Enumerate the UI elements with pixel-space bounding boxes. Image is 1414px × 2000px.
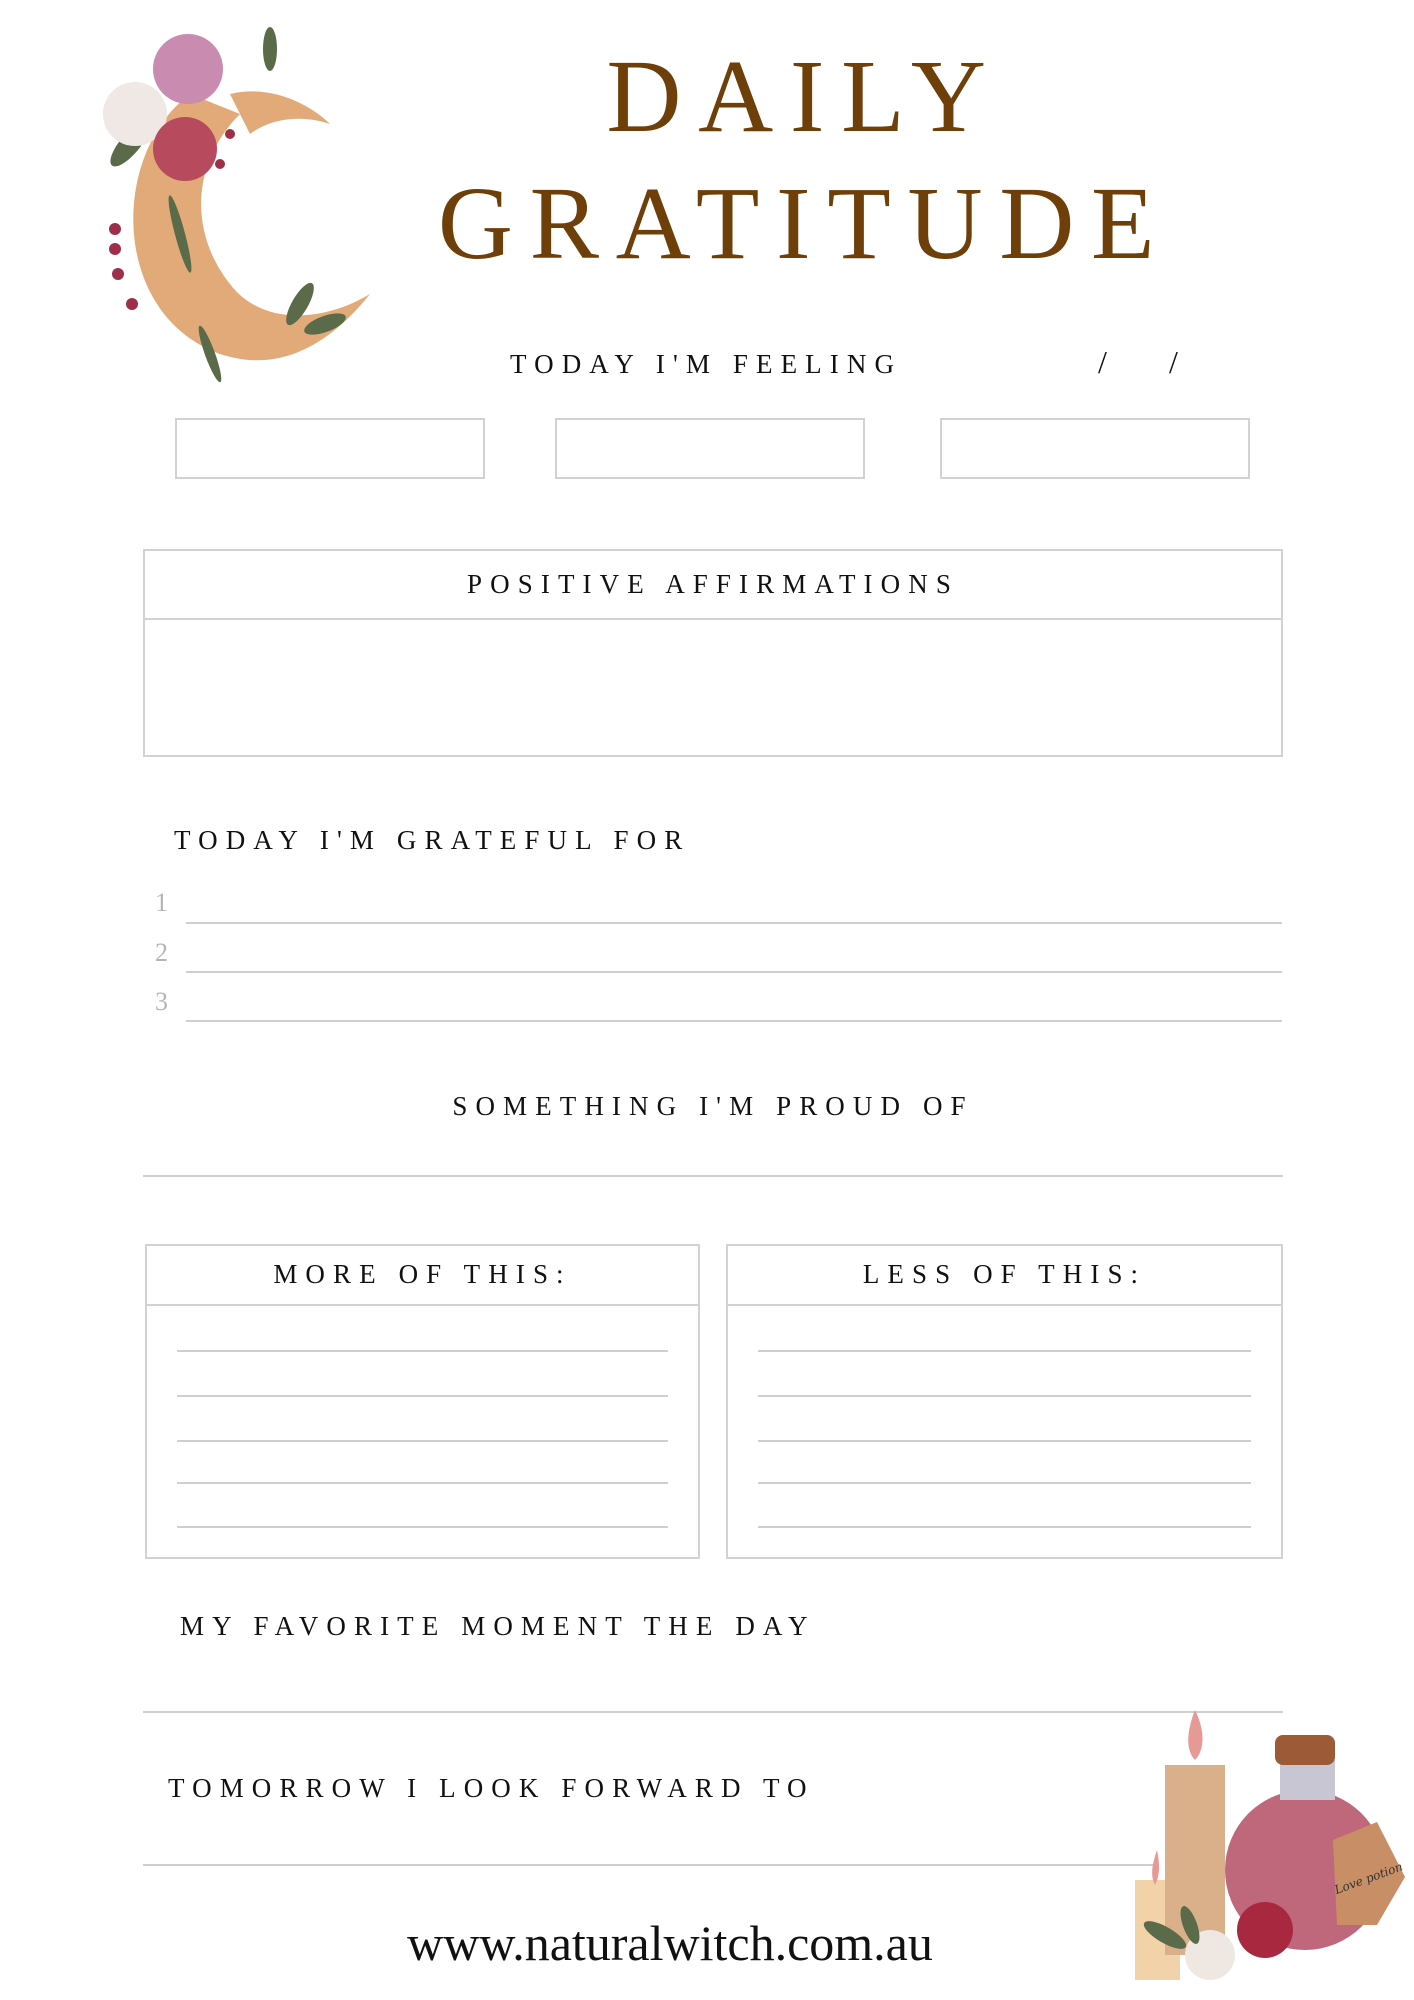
grateful-line-1[interactable] — [186, 922, 1282, 924]
affirmations-box — [143, 549, 1283, 757]
title-line-1: DAILY — [606, 39, 1003, 154]
proud-line[interactable] — [143, 1175, 1283, 1177]
more-line[interactable] — [177, 1526, 668, 1528]
grateful-label: TODAY I'M GRATEFUL FOR — [174, 825, 691, 855]
more-label: MORE OF THIS: — [273, 1259, 572, 1289]
more-line[interactable] — [177, 1350, 668, 1352]
less-line[interactable] — [758, 1526, 1251, 1528]
affirmations-divider — [145, 618, 1281, 620]
tomorrow-label: TOMORROW I LOOK FORWARD TO — [168, 1773, 815, 1803]
grateful-number: 3 — [155, 987, 168, 1016]
more-line[interactable] — [177, 1482, 668, 1484]
less-line[interactable] — [758, 1482, 1251, 1484]
less-divider — [728, 1304, 1281, 1306]
potion-candle-illustration — [1105, 1700, 1405, 2000]
website-url: www.naturalwitch.com.au — [407, 1915, 933, 1971]
grateful-line-3[interactable] — [186, 1020, 1282, 1022]
less-line[interactable] — [758, 1350, 1251, 1352]
grateful-line-2[interactable] — [186, 971, 1282, 973]
date-separator: / — [1098, 344, 1117, 380]
grateful-number: 1 — [155, 888, 168, 917]
affirmations-input[interactable] — [145, 621, 1281, 755]
date-separator: / — [1169, 344, 1188, 380]
more-divider — [147, 1304, 698, 1306]
proud-label: SOMETHING I'M PROUD OF — [452, 1091, 974, 1121]
feeling-label: TODAY I'M FEELING — [510, 349, 903, 379]
more-of-this-box — [145, 1244, 700, 1559]
less-of-this-box — [726, 1244, 1283, 1559]
less-line[interactable] — [758, 1395, 1251, 1397]
feeling-input-3[interactable] — [940, 418, 1250, 479]
more-line[interactable] — [177, 1395, 668, 1397]
feeling-input-1[interactable] — [175, 418, 485, 479]
potion-tag-text: Love potion — [1332, 1859, 1405, 1898]
more-line[interactable] — [177, 1440, 668, 1442]
less-line[interactable] — [758, 1440, 1251, 1442]
grateful-number: 2 — [155, 938, 168, 967]
less-label: LESS OF THIS: — [862, 1259, 1147, 1289]
feeling-input-2[interactable] — [555, 418, 865, 479]
favorite-moment-label: MY FAVORITE MOMENT THE DAY — [180, 1611, 816, 1641]
title-line-2: GRATITUDE — [437, 166, 1172, 281]
tomorrow-line[interactable] — [143, 1864, 1153, 1866]
affirmations-label: POSITIVE AFFIRMATIONS — [467, 569, 959, 599]
